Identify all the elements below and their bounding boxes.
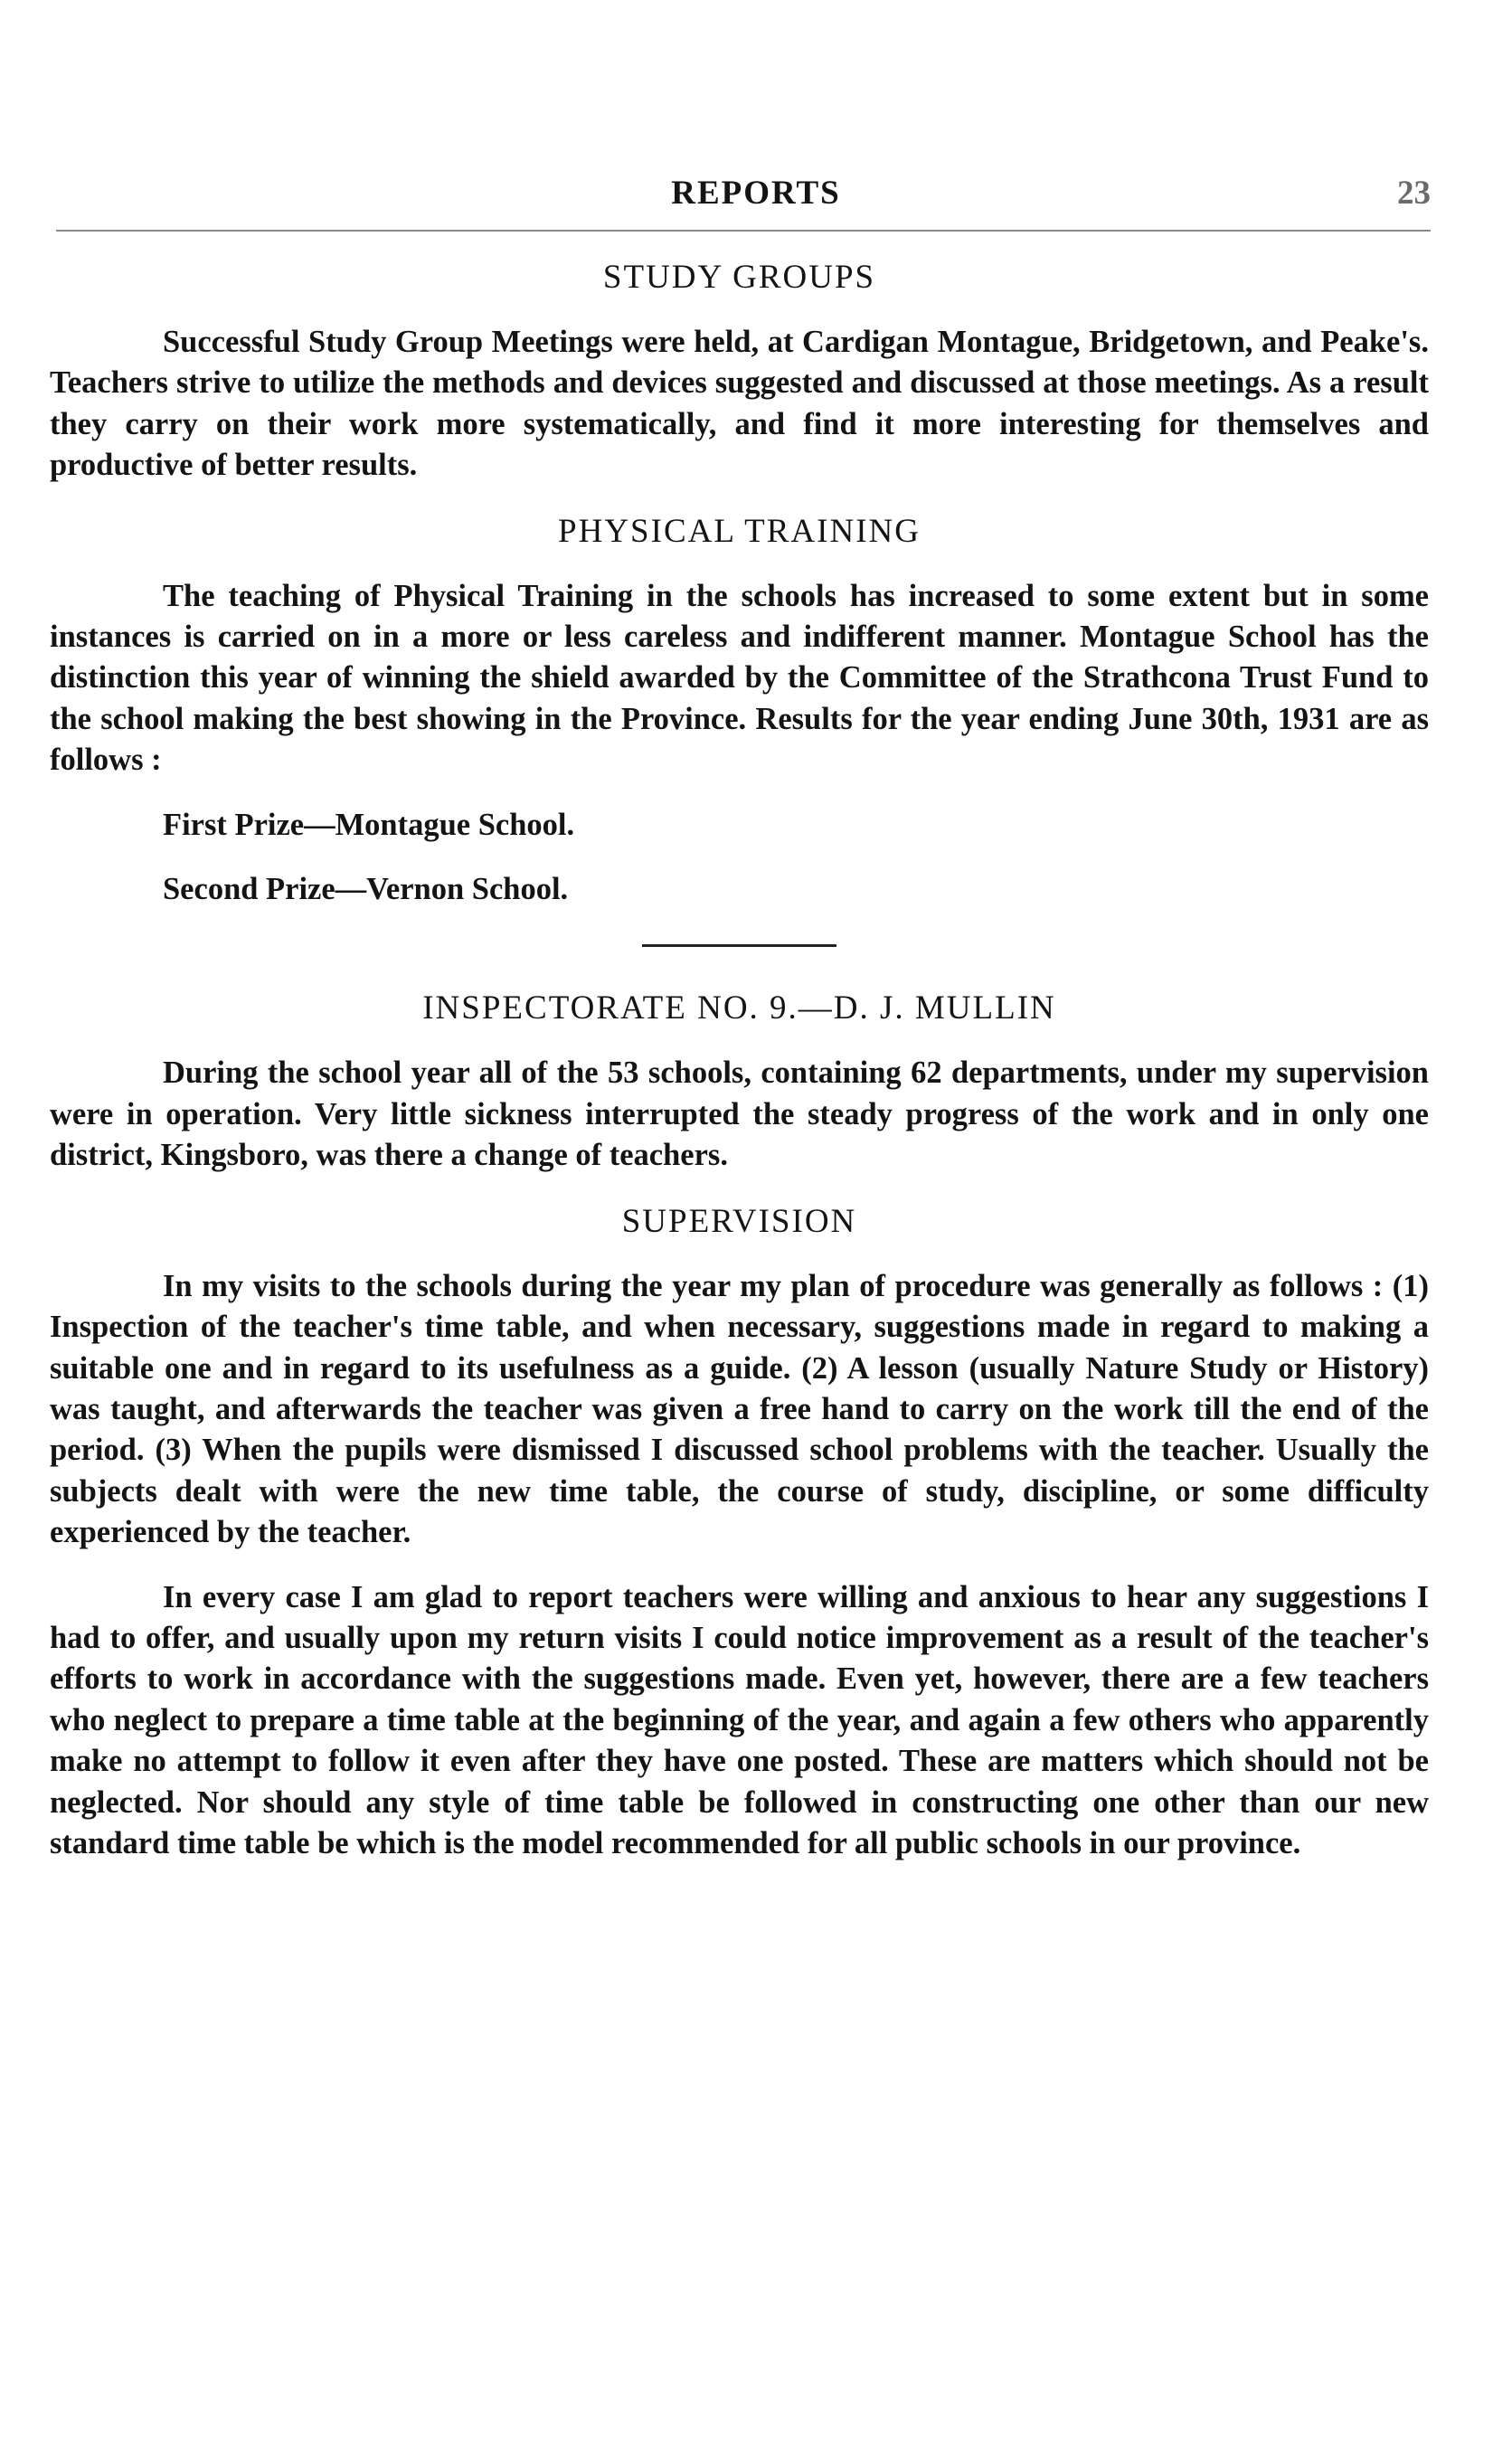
section-heading-inspectorate: INSPECTORATE NO. 9.—D. J. MULLIN [422,989,1056,1027]
supervision-section [50,1202,1429,1865]
running-title: REPORTS [671,175,841,212]
running-header [0,174,1512,219]
inspectorate-section [50,989,1429,1176]
header-rule [56,230,1431,232]
page-number: 23 [1397,175,1431,212]
physical-training-section [50,512,1429,911]
section-heading-physical-training: PHYSICAL TRAINING [558,512,921,550]
page-body [50,258,1429,1864]
section-heading-study-groups: STUDY GROUPS [602,259,876,296]
supervision-paragraph-1: In my visits to the schools during the year my plan of procedure was generally as follows : (1) Inspection of the teacher's time table, and when necessary, suggestions made in regard to making a suitable one and in regard to its usefulness as a guide. (2) A lesson (usually Nature Study or History) was taught, and afterwards the teacher was given a free hand to carry on the work till the end of the period. (3) When the pupils were dismissed I discussed school problems with the teacher. Usually the subjects dealt with were the new time table, the course of study, discipline, or some difficulty experienced by the teacher. [50,1268,1429,1550]
study-groups-section [50,258,1429,487]
physical-training-paragraph: The teaching of Physical Training in the schools has increased to some extent but in some instances is carried on in a more or less careless and indifferent manner. Montague School has the distinction this year of winning the shield awarded by the Committee of the Strathcona Trust Fund to the school making the best showing in the Province. Results for the year ending June 30th, 1931 are as follows : [50,578,1429,778]
supervision-paragraph-2: In every case I am glad to report teachers were willing and anxious to hear any suggestions I had to offer, and usually upon my return visits I could notice improvement as a result of the teacher's efforts to work in accordance with the suggestions made. Even yet, however, there are a few teachers who neglect to prepare a time table at the beginning of the year, and again a few others who apparently make no attempt to follow it even after they have one posted. These are matters which should not be neglected. Nor should any style of time table be followed in constructing one other than our new standard time table be which is the model recommended for all public schools in our province. [50,1579,1429,1860]
study-groups-paragraph: Successful Study Group Meetings were held, at Cardigan Montague, Bridgetown, and Peake's. Teachers strive to utilize the methods and devices suggested and discussed at those meetings. As a result they carry on their work more systematically, and find it more interesting for themselves and productive of better results. [50,325,1429,483]
inspectorate-paragraph: During the school year all of the 53 schools, containing 62 departments, under my supervision were in operation. Very little sickness interrupted the steady progress of the work and in only one district, Kingsboro, was there a change of teachers. [50,1055,1429,1173]
section-heading-supervision: SUPERVISION [621,1202,857,1240]
first-prize-line: First Prize—Montague School. [163,807,575,842]
second-prize-line: Second Prize—Vernon School. [163,872,569,907]
